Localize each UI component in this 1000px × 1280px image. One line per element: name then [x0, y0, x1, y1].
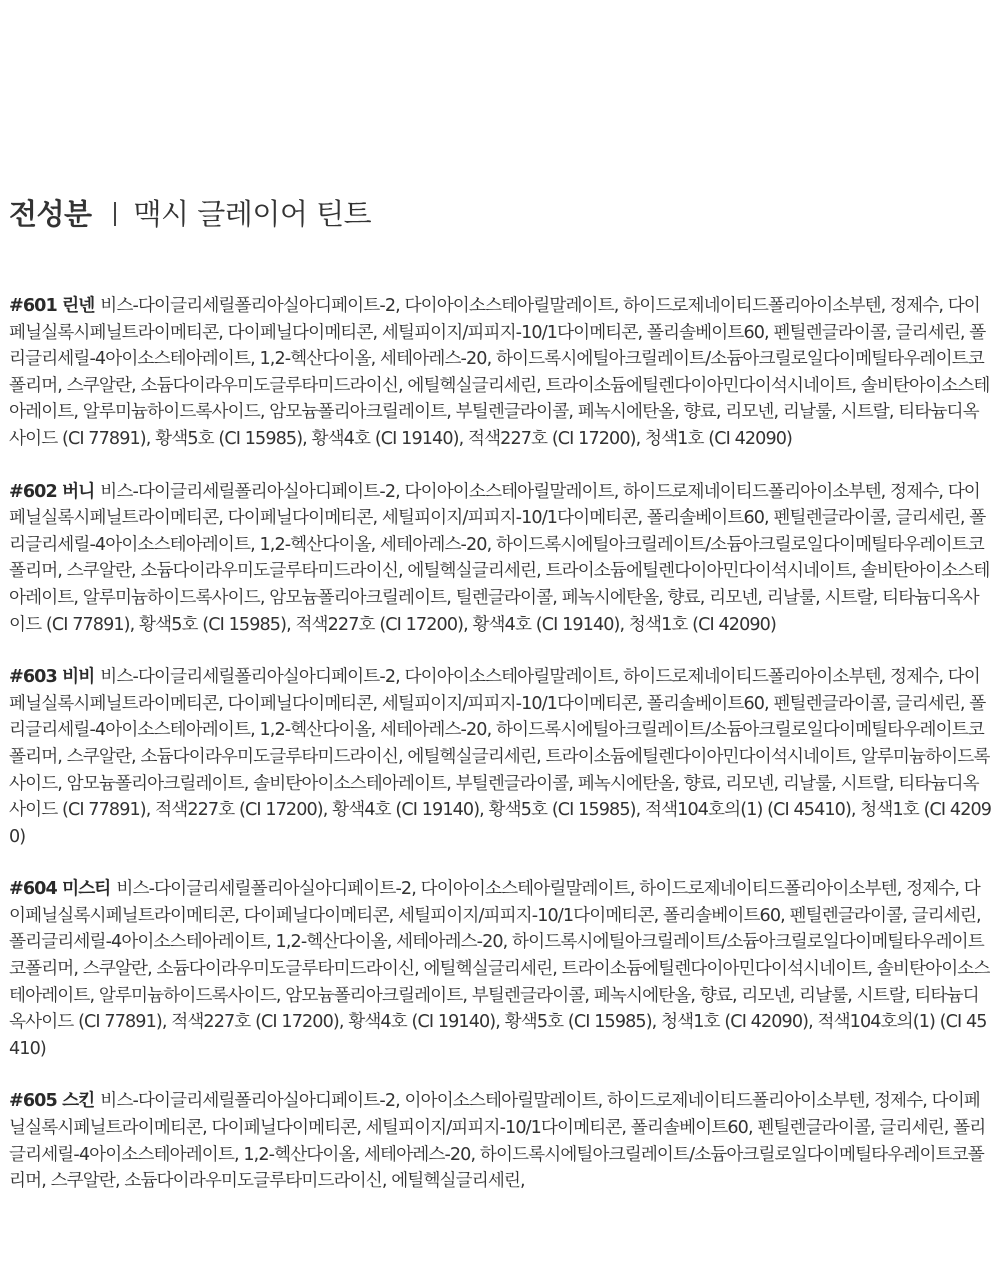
shade-ingredients-604	[9, 876, 994, 1062]
shade-ingredients-605	[9, 1088, 994, 1194]
ingredients-text: 비스-다이글리세릴폴리아실아디페이트-2, 이아이소스테아릴말레이트, 하이드로제네이티드폴리아이소부텐, 정제수, 다이페닐실록시페닐트라이메티콘, 다이페닐다이메티콘, 세틸피이지/피피지-10/1다이메티콘, 폴리솔베이트60, 펜틸렌글라이콜, 글리세린, 폴리글리세릴-4아이소스테아레이트, 1,2-헥산다이올, 세테아레스-20, 하이드록시에틸아크릴레이트/소듐아크릴로일다이메틸타우레이트코폴리머, 스쿠알란, 소듐다이라우미도글루타미드라이신, 에틸헥실글리세린,	[9, 1091, 986, 1192]
shade-ingredients-602	[9, 479, 994, 639]
page-title	[9, 194, 371, 234]
section-title: 전성분	[9, 197, 92, 231]
product-name: 맥시 글레이어 틴트	[133, 197, 372, 231]
ingredients-list	[9, 293, 994, 1221]
ingredients-text: 비스-다이글리세릴폴리아실아디페이트-2, 다이아이소스테아릴말레이트, 하이드로제네이티드폴리아이소부텐, 정제수, 다이페닐실록시페닐트라이메티콘, 다이페닐다이메티콘, 세틸피이지/피피지-10/1다이메티콘, 폴리솔베이트60, 펜틸렌글라이콜, 글리세린, 폴리글리세릴-4아이소스테아레이트, 1,2-헥산다이올, 세테아레스-20, 하이드록시에틸아크릴레이트/소듐아크릴로일다이메틸타우레이트코폴리머, 스쿠알란, 소듐다이라우미도글루타미드라이신, 에틸헥실글리세린, 트라이소듐에틸렌다이아민다이석시네이트, 알루미늄하이드록사이드, 암모늄폴리아크릴레이트, 솔비탄아이소스테아레이트, 부틸렌글라이콜, 페녹시에탄올, 향료, 리모넨, 리날룰, 시트랄, 티타늄디옥사이드 (CI 77891), 적색227호 (CI 17200), 황색4호 (CI 19140), 황색5호 (CI 15985), 적색104호의(1) (CI 45410), 청색1호 (CI 42090)	[9, 667, 992, 847]
ingredients-text: 비스-다이글리세릴폴리아실아디페이트-2, 다이아이소스테아릴말레이트, 하이드로제네이티드폴리아이소부텐, 정제수, 다이페닐실록시페닐트라이메티콘, 다이페닐다이메티콘, 세틸피이지/피피지-10/1다이메티콘, 폴리솔베이트60, 펜틸렌글라이콜, 글리세린, 폴리글리세릴-4아이소스테아레이트, 1,2-헥산다이올, 세테아레스-20, 하이드록시에틸아크릴레이트/소듐아크릴로일다이메틸타우레이트코폴리머, 스쿠알란, 소듐다이라우미도글루타미드라이신, 에틸헥실글리세린, 트라이소듐에틸렌다이아민다이석시네이트, 솔비탄아이소스테아레이트, 알루미늄하이드록사이드, 암모늄폴리아크릴레이트, 틸렌글라이콜, 페녹시에탄올, 향료, 리모넨, 리날룰, 시트랄, 티타늄디옥사이드 (CI 77891), 황색5호 (CI 15985), 적색227호 (CI 17200), 황색4호 (CI 19140), 청색1호 (CI 42090)	[9, 481, 990, 635]
ingredients-text: 비스-다이글리세릴폴리아실아디페이트-2, 다이아이소스테아릴말레이트, 하이드로제네이티드폴리아이소부텐, 정제수, 다이페닐실록시페닐트라이메티콘, 다이페닐다이메티콘, 세틸피이지/피피지-10/1다이메티콘, 폴리솔베이트60, 펜틸렌글라이콜, 글리세린, 폴리글리세릴-4아이소스테아레이트, 1,2-헥산다이올, 세테아레스-20, 하이드록시에틸아크릴레이트/소듐아크릴로일다이메틸타우레이트코폴리머, 스쿠알란, 소듐다이라우미도글루타미드라이신, 에틸헥실글리세린, 트라이소듐에틸렌다이아민다이석시네이트, 솔비탄아이소스테아레이트, 알루미늄하이드록사이드, 암모늄폴리아크릴레이트, 부틸렌글라이콜, 페녹시에탄올, 향료, 리모넨, 리날룰, 시트랄, 티타늄디옥사이드 (CI 77891), 적색227호 (CI 17200), 황색4호 (CI 19140), 황색5호 (CI 15985), 청색1호 (CI 42090), 적색104호의(1) (CI 45410)	[9, 879, 990, 1059]
shade-name: #604 미스티	[9, 879, 111, 900]
shade-name: #603 비비	[9, 667, 95, 688]
shade-name: #605 스킨	[9, 1091, 95, 1112]
shade-ingredients-603	[9, 664, 994, 850]
shade-name: #602 버니	[9, 481, 95, 502]
title-divider	[114, 202, 116, 226]
shade-name: #601 린넨	[9, 296, 95, 316]
ingredients-text: 비스-다이글리세릴폴리아실아디페이트-2, 다이아이소스테아릴말레이트, 하이드로제네이티드폴리아이소부텐, 정제수, 다이페닐실록시페닐트라이메티콘, 다이페닐다이메티콘, 세틸피이지/피피지-10/1다이메티콘, 폴리솔베이트60, 펜틸렌글라이콜, 글리세린, 폴리글리세릴-4아이소스테아레이트, 1,2-헥산다이올, 세테아레스-20, 하이드록시에틸아크릴레이트/소듐아크릴로일다이메틸타우레이트코폴리머, 스쿠알란, 소듐다이라우미도글루타미드라이신, 에틸헥실글리세린, 트라이소듐에틸렌다이아민다이석시네이트, 솔비탄아이소스테아레이트, 알루미늄하이드록사이드, 암모늄폴리아크릴레이트, 부틸렌글라이콜, 페녹시에탄올, 향료, 리모넨, 리날룰, 시트랄, 티타늄디옥사이드 (CI 77891), 황색5호 (CI 15985), 황색4호 (CI 19140), 적색227호 (CI 17200), 청색1호 (CI 42090)	[9, 296, 990, 449]
shade-ingredients-601	[9, 293, 994, 453]
